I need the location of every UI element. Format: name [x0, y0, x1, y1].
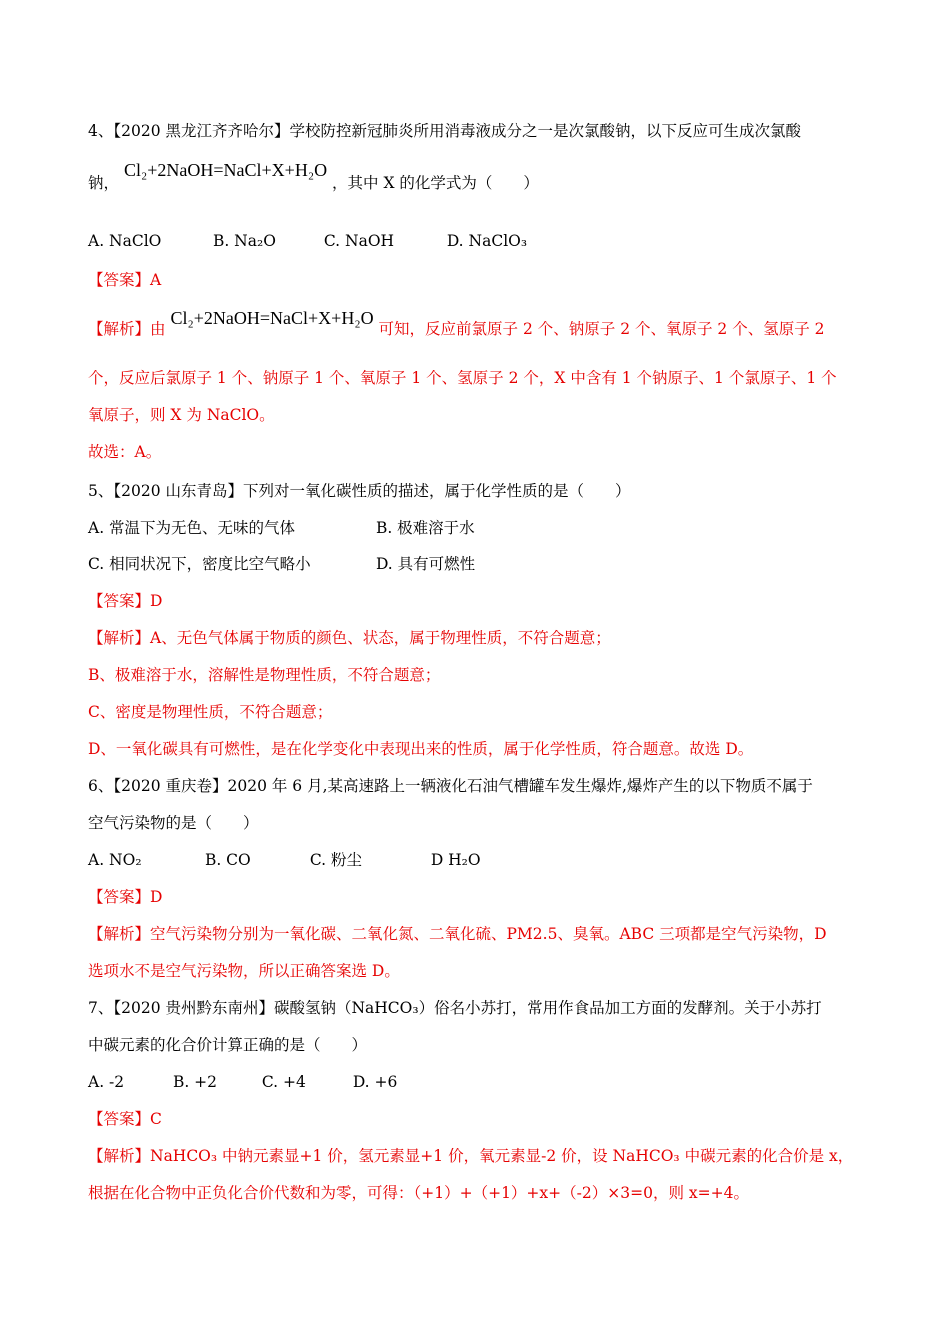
q4-stem-end: ，其中 X 的化学式为（ ） — [332, 174, 539, 192]
q7-option-b: B. +2 — [172, 1073, 218, 1091]
q5-options-row2 — [88, 554, 475, 574]
q6-answer: 【答案】D — [88, 888, 163, 906]
q4-analysis-formula: Cl₂+2NaOH=NaCl+X+H₂O — [170, 308, 374, 328]
q4-option-d: D. NaClO₃ — [446, 232, 528, 250]
q6-analysis-line2: 选项水不是空气污染物，所以正确答案选 D。 — [88, 962, 400, 980]
q5-analysis-line2: B、极难溶于水，溶解性是物理性质，不符合题意； — [88, 666, 441, 684]
q6-option-c: C. 粉尘 — [309, 851, 363, 869]
q4-option-a: A. NaClO — [88, 232, 162, 250]
q7-stem-line1: 7、【2020 贵州黔东南州】碳酸氢钠（NaHCO₃）俗名小苏打，常用作食品加工方面的发酵剂。关于小苏打 — [88, 999, 822, 1017]
q6-option-b: B. CO — [204, 851, 251, 869]
q4-stem-start: 钠， — [88, 174, 120, 192]
q6-stem-line1: 6、【2020 重庆卷】2020 年 6 月,某高速路上一辆液化石油气槽罐车发生爆炸,爆炸产生的以下物质不属于 — [88, 777, 813, 795]
q5-options-row1 — [88, 518, 475, 538]
q4-options — [88, 231, 527, 251]
q4-analysis-label: 【解析】由 — [88, 320, 166, 338]
q4-choice: 故选：A。 — [88, 443, 162, 461]
q4-option-b: B. Na₂O — [212, 232, 276, 250]
q7-options — [88, 1072, 397, 1092]
q6-analysis-line1: 【解析】空气污染物分别为一氧化碳、二氧化氮、二氧化硫、PM2.5、臭氧。ABC 三项都是空气污染物，D — [88, 925, 827, 943]
q5-analysis-line3: C、密度是物理性质，不符合题意； — [88, 703, 333, 721]
q6-options — [88, 850, 481, 870]
q4-analysis-line1 — [88, 308, 825, 339]
q5-option-b: B. 极难溶于水 — [375, 519, 475, 537]
q7-analysis-line2: 根据在化合物中正负化合价代数和为零，可得：（+1）+（+1）+x+（-2）×3=0，则 x=+4。 — [88, 1184, 749, 1202]
q4-option-c: C. NaOH — [323, 232, 395, 250]
q7-stem-line2: 中碳元素的化合价计算正确的是（ ） — [88, 1036, 368, 1054]
q6-option-a: A. NO₂ — [88, 851, 142, 869]
q5-stem: 5、【2020 山东青岛】下列对一氧化碳性质的描述，属于化学性质的是（ ） — [88, 482, 631, 500]
q7-option-a: A. -2 — [88, 1073, 125, 1091]
q4-stem-line2 — [88, 160, 539, 193]
q7-option-d: D. +6 — [352, 1073, 398, 1091]
q5-answer: 【答案】D — [88, 592, 163, 610]
q5-option-c: C. 相同状况下，密度比空气略小 — [88, 555, 311, 573]
q4-answer: 【答案】A — [88, 271, 162, 289]
q4-analysis-line3: 氧原子，则 X 为 NaClO。 — [88, 406, 275, 424]
q4-stem: 4、【2020 黑龙江齐齐哈尔】学校防控新冠肺炎所用消毒液成分之一是次氯酸钠，以下反应可生成次氯酸 — [88, 122, 801, 140]
q7-option-c: C. +4 — [261, 1073, 306, 1091]
q7-analysis-line1: 【解析】NaHCO₃ 中钠元素显+1 价，氢元素显+1 价，氧元素显-2 价，设 NaHCO₃ 中碳元素的化合价是 x， — [88, 1147, 854, 1165]
q4-analysis-line2: 个，反应后氯原子 1 个、钠原子 1 个、氧原子 1 个、氢原子 2 个，X 中含有 1 个钠原子、1 个氯原子、1 个 — [88, 369, 837, 387]
q5-analysis-line1: 【解析】A、无色气体属于物质的颜色、状态，属于物理性质，不符合题意； — [88, 629, 611, 647]
q5-option-a: A. 常温下为无色、无味的气体 — [88, 519, 296, 537]
q6-stem-line2: 空气污染物的是（ ） — [88, 814, 259, 832]
q5-analysis-line4: D、一氧化碳具有可燃性，是在化学变化中表现出来的性质，属于化学性质，符合题意。故选 D。 — [88, 740, 754, 758]
q4-formula: Cl₂+2NaOH=NaCl+X+H₂O — [123, 160, 328, 180]
q5-option-d: D. 具有可燃性 — [375, 555, 476, 573]
q6-option-d: D H₂O — [430, 851, 481, 869]
q4-analysis-text: 可知，反应前氯原子 2 个、钠原子 2 个、氧原子 2 个、氢原子 2 — [378, 320, 825, 338]
q7-answer: 【答案】C — [88, 1110, 162, 1128]
